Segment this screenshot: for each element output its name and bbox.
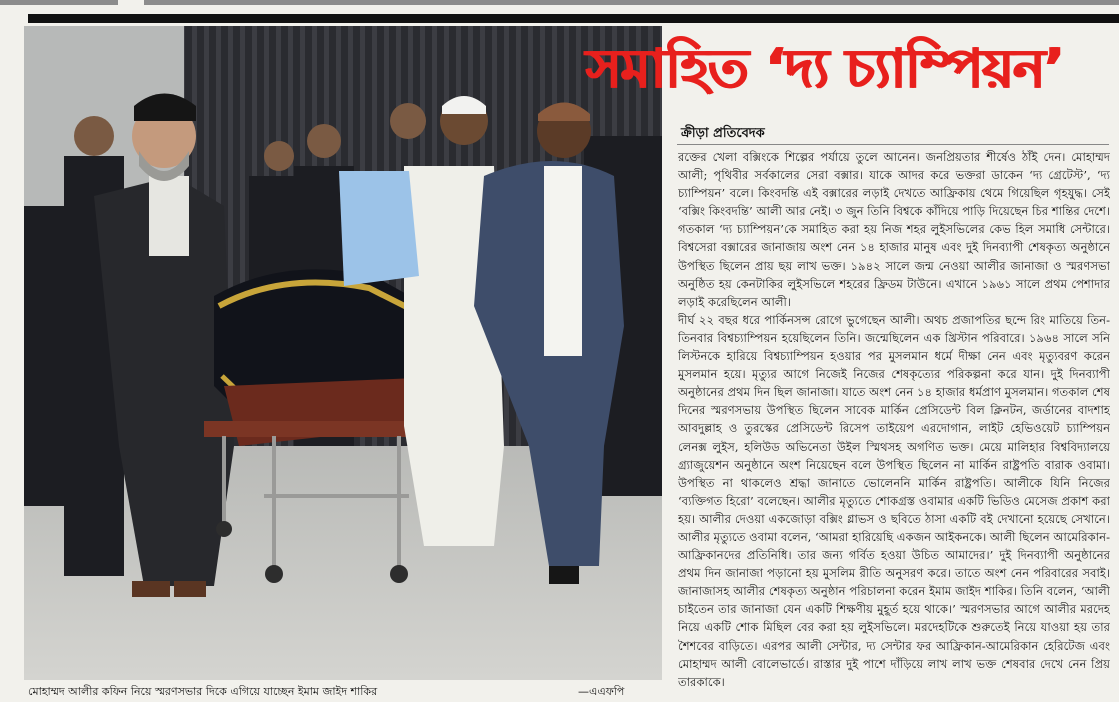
paragraph-1: রক্তের খেলা বক্সিংকে শিল্পের পর্যায়ে তুলে আনেন। জনপ্রিয়তার শীর্ষেও ঠাঁই দেন। মোহাম্মদ আলী; পৃথিবীর সর্বকালের সেরা বক্সার। যাকে আদর করে ভক্তরা ডাকেন ‘দ্য গ্রেটেস্ট’, ‘দ্য চ্যাম্পিয়ন’ বলে। কিংবদন্তি এই বক্সারের লড়াই দেখতে আফ্রিকায় থেমে গিয়েছিল গৃহযুদ্ধ। সেই ‘বক্সিং কিংবদন্তি’ আলী আর নেই। ৩ জুন তিনি বিশ্বকে কাঁদিয়ে পাড়ি দিয়েছেন চির শান্তির দেশে। গতকাল ‘দ্য চ্যাম্পিয়ন’কে সমাহিত করা হয় নিজ শহর লুইসভিলের কেভ হিল সমাধি সেন্টারে। বিশ্বসেরা বক্সারের জানাজায় অংশ নেন ১৪ হাজার মানুষ এবং দুই দিনব্যাপী শেষকৃত্য অনুষ্ঠানে উপস্থিত ছিলেন প্রায় ছয় লাখ ভক্ত। ১৯৪২ সালে জন্ম নেওয়া আলীর জানাজা ও স্মরণসভা অনুষ্ঠিত হয় কেনটাকির লুইসভিলে শহরের ফ্রিডম টাউনে। এখানে ১৯৬১ সালে প্রথম পেশাদার লড়াই করেছিলেন আলী। [678,150,1110,309]
byline-rule [677,144,1109,145]
byline: ক্রীড়া প্রতিবেদক [681,126,765,141]
photo-caption: মোহাম্মদ আলীর কফিন নিয়ে স্মরণসভার দিকে এগিয়ে যাচ্ছেন ইমাম জাইদ শাকির [28,685,378,698]
article-body [678,148,1110,688]
funeral-photo [24,26,662,680]
paragraph-2: দীর্ঘ ২২ বছর ধরে পার্কিনসন্স রোগে ভুগেছেন আলী। অথচ প্রজাপতির ছন্দে রিং মাতিয়ে তিন-তিনবার বিশ্বচ্যাম্পিয়ন হয়েছিলেন তিনি। জন্মেছিলেন এক খ্রিস্টান পরিবারে। ১৯৬৪ সালে সনি লিস্টনকে হারিয়ে বিশ্বচ্যাম্পিয়ন হওয়ার পর মুসলমান ধর্মে দীক্ষা নেন এবং মৃত্যুবরণ করেন মুসলমান হয়ে। মৃত্যুর আগে নিজেই নিজের শেষকৃত্যের পরিকল্পনা করে যান। দুই দিনব্যাপী অনুষ্ঠানের প্রথম দিন ছিল জানাজা। যাতে অংশ নেন ১৪ হাজার ধর্মপ্রাণ মুসলমান। গতকাল শেষ দিনের স্মরণসভায় উপস্থিত ছিলেন সাবেক মার্কিন প্রেসিডেন্ট বিল ক্লিনটন, জর্ডানের বাদশাহ আবদুল্লাহ ও তুরস্কের প্রেসিডেন্ট রিসেপ তাইয়েপ এরদোগান, লাইট হেভিওয়েট চ্যাম্পিয়ন লেনক্স লুইস, হলিউড অভিনেতা উইল স্মিথসহ অগণিত ভক্ত। মেয়ে মালিহার বিশ্ববিদ্যালয়ে গ্র্যাজুয়েশন অনুষ্ঠানে অংশ নিয়েছেন বলে উপস্থিত ছিলেন না মার্কিন রাষ্ট্রপতি বারাক ওবামা। উপস্থিত না থাকলেও শ্রদ্ধা জানাতে ভোলেননি মার্কিন রাষ্ট্রপতি। আলীকে যিনি নিজের ‘ব্যক্তিগত হিরো’ বলেছেন। আলীর মৃত্যুতে শোকগ্রস্ত ওবামার একটি ভিডিও মেসেজ প্রকাশ করা হয়। আলীর দেওয়া একজোড়া বক্সিং গ্লাভস ও ছবিতে ঠাসা একটি বই দেখানো হয়েছে সেখানে। আলীর মৃত্যুতে ওবামা বলেন, ‘আমরা হারিয়েছি একজন আইকনকে। আলী ছিলেন আমেরিকান-আফ্রিকানদের প্রতিনিধি। তার জন্য গর্বিত হওয়া উচিত আমাদের।’ দুই দিনব্যাপী অনুষ্ঠানের প্রথম দিন জানাজা পড়ানো হয় মুসলিম রীতি অনুসরণ করে। তাতে অংশ নেন পরিবারের সবাই। জানাজাসহ আলীর শেষকৃত্য অনুষ্ঠান পরিচালনা করেন ইমাম জাইদ শাকির। তিনি বলেন, ‘আলী চাইতেন তার জানাজা যেন একটি শিক্ষণীয় মুহূর্ত হয়ে থাকে।’ স্মরণসভার আগে আলীর মরদেহ নিয়ে একটি শোক মিছিল বের করা হয় লুইসভিলে। মরদেহটিকে শুরুতেই নিয়ে যাওয়া হয় তার শৈশবের বাড়িতে। এরপর আলী সেন্টার, দ্য সেন্টার ফর আফ্রিকান-আমেরিকান হেরিটেজ এবং মোহাম্মদ আলী বোলেভার্ডে। রাস্তার দুই পাশে দাঁড়িয়ে লাখ লাখ ভক্ত শেষবার দেখে নেন প্রিয় তারকাকে। [678,312,1110,688]
top-thick-rule [28,14,1119,23]
headline: সমাহিত ‘দ্য চ্যাম্পিয়ন’ [585,37,1063,100]
photo-credit: —এএফপি [578,685,625,698]
top-thin-rule [0,0,1119,5]
